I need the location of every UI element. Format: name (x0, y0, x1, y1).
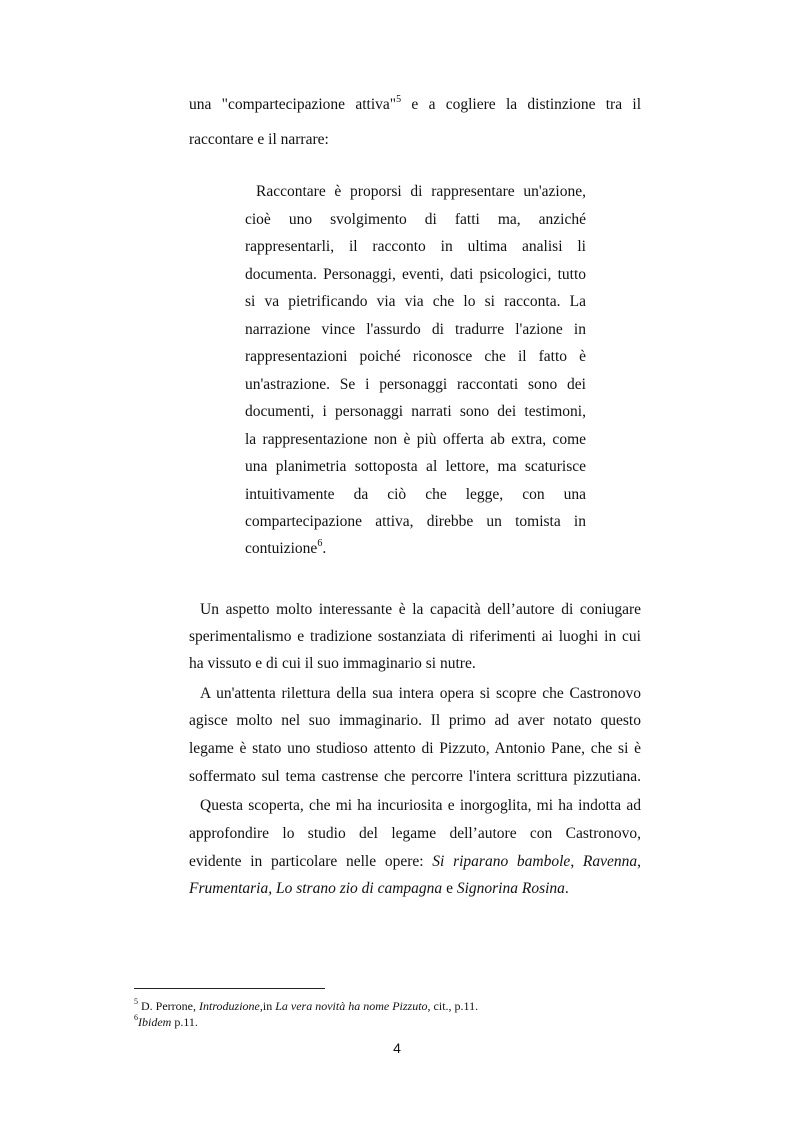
quote-line-12: intuitivamente da ciò che legge, con una (245, 486, 586, 503)
footnote-6-page: p.11. (171, 1015, 198, 1029)
p3-line-4 (189, 880, 569, 898)
p1-line-3: ha vissuto e di cui il suo immaginario si nutre. (189, 655, 476, 672)
intro-line-2: raccontare e il narrare: (189, 131, 329, 148)
quote-line-13: compartecipazione attiva, direbbe un tomista in (245, 513, 586, 530)
intro-text-a: una "compartecipazione attiva" (189, 96, 397, 113)
p1-line-2: sperimentalismo e tradizione sostanziata di riferimenti ai luoghi in cui (189, 628, 641, 645)
footnote-5-author: D. Perrone, (138, 999, 199, 1013)
p3-line4-end: . (564, 880, 569, 897)
p3-line3-text: evidente in particolare nelle opere: (189, 853, 433, 870)
quote-last-end: . (322, 540, 327, 557)
p2-line-2: agisce molto nel suo immaginario. Il primo ad aver notato questo (189, 712, 641, 729)
p3-line-3 (189, 853, 641, 871)
p3-line-1: Questa scoperta, che mi ha incuriosita e inorgoglita, mi ha indotta ad (200, 797, 641, 814)
quote-line-14 (245, 537, 327, 558)
quote-line-10: la rappresentazione non è più offerta ab extra, come (245, 431, 586, 448)
p3-line-2: approfondire lo studio del legame dell’autore con Castronovo, (189, 825, 641, 842)
footnote-5-title-intro: Introduzione, (198, 999, 263, 1013)
work-title-ravenna: Ravenna (582, 853, 638, 870)
p3-line4-mid: e (442, 880, 457, 897)
quote-line-6: narrazione vince l'assurdo di tradurre l'azione in (245, 321, 586, 338)
work-title-signorina-rosina: Signorina Rosina (456, 880, 565, 897)
quote-line-7: rappresentazioni poiché riconosce che il fatto è (245, 348, 586, 365)
p3-line3-end: , (637, 853, 642, 870)
page-number: 4 (393, 1040, 401, 1056)
quote-last-text: contuizione (245, 540, 318, 557)
footnote-5-number: 5 (134, 997, 138, 1006)
footnote-5-cit: , cit., p.11. (427, 999, 479, 1013)
footnote-5-book-title: La vera novità ha nome Pizzuto (275, 999, 428, 1013)
intro-line-1 (189, 93, 641, 114)
quote-line-9: documenti, i personaggi narrati sono dei testimoni, (245, 403, 586, 420)
quote-line-4: documenta. Personaggi, eventi, dati psicologici, tutto (245, 266, 586, 283)
p1-line-1: Un aspetto molto interessante è la capacità dell’autore di coniugare (200, 601, 641, 618)
footnote-6-ibidem: Ibidem (138, 1015, 172, 1029)
footnote-6 (134, 1015, 198, 1029)
intro-text-b: e a cogliere la distinzione tra il (401, 96, 641, 113)
footnote-5 (134, 999, 478, 1013)
footnote-separator (134, 988, 325, 989)
footnote-ref-5[interactable]: 5 (396, 93, 402, 105)
quote-line-8: un'astrazione. Se i personaggi raccontati sono dei (245, 376, 586, 393)
p2-line-3: legame è stato uno studioso attento di Pizzuto, Antonio Pane, che si è (189, 740, 641, 757)
footnote-ref-6[interactable]: 6 (317, 537, 323, 549)
quote-line-3: rappresentarli, il racconto in ultima analisi li (245, 238, 586, 255)
quote-line-5: si va pietrificando via via che lo si racconta. La (245, 293, 586, 310)
footnote-5-in: in (262, 999, 276, 1013)
p2-line-1: A un'attenta rilettura della sua intera opera si scopre che Castronovo (200, 685, 641, 702)
p2-line-4: soffermato sul tema castrense che percorre l'intera scrittura pizzutiana. (189, 768, 641, 785)
quote-line-1: Raccontare è proporsi di rappresentare un'azione, (256, 183, 586, 200)
work-title-si-riparano-bambole: Si riparano bambole (432, 853, 571, 870)
quote-line-11: una planimetria sottoposta al lettore, ma scaturisce (245, 458, 586, 475)
p3-line3-sep: , (570, 853, 583, 870)
quote-line-2: cioè uno svolgimento di fatti ma, anziché (245, 211, 586, 228)
work-titles-frumentaria-zio: Frumentaria, Lo strano zio di campagna (189, 880, 443, 897)
footnote-6-number: 6 (134, 1013, 138, 1022)
